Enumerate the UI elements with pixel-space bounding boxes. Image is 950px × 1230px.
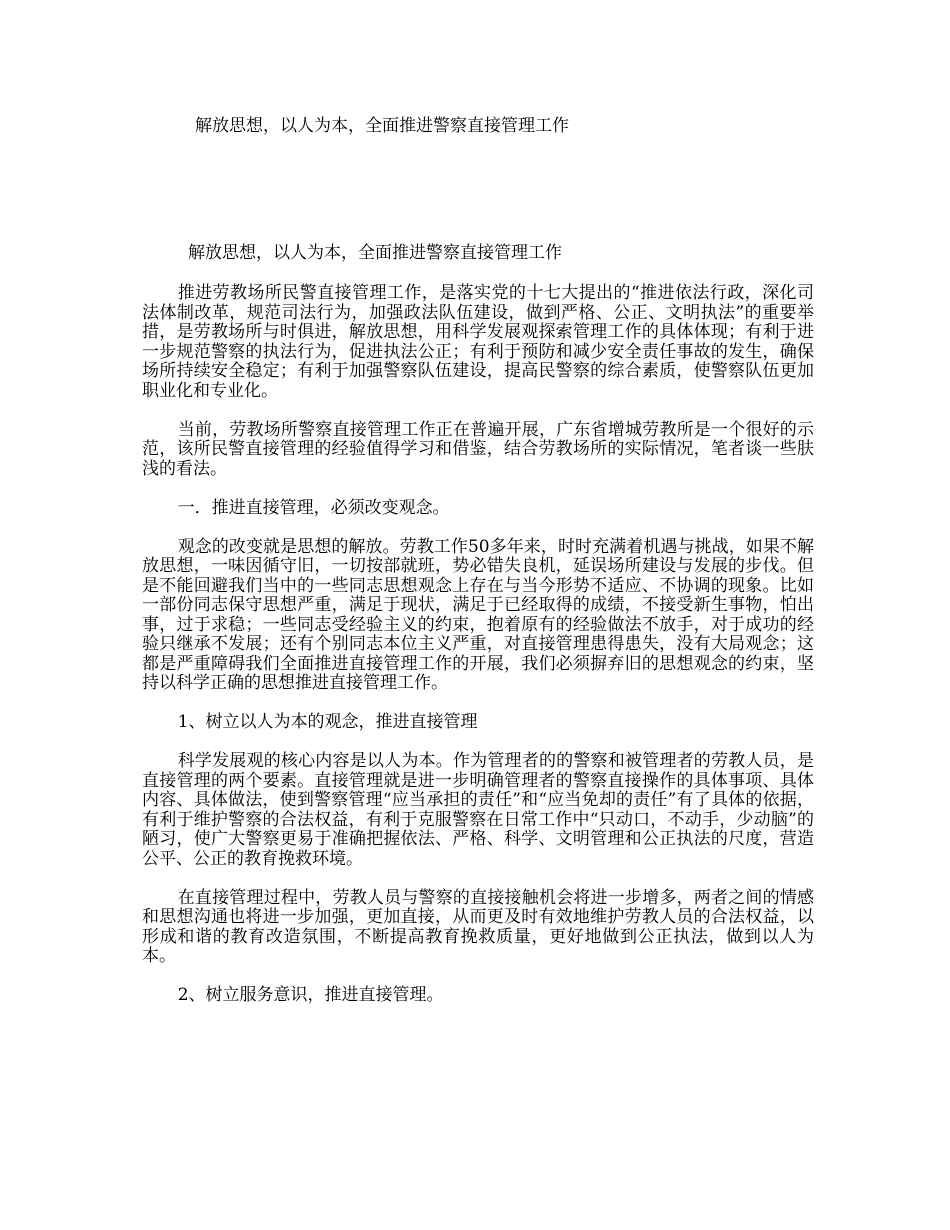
paragraph-intro: 推进劳教场所民警直接管理工作，是落实党的十七大提出的“推进依法行政，深化司法体制改革，规范司法行为，加强政法队伍建设，做到严格、公正、文明执法”的重要举措，是劳教场所与时俱进，解放思想，用科学发展观探索管理工作的具体体现；有利于进一步规范警察的执法行为，促进执法公正；有利于预防和减少安全责任事故的发生，确保场所持续安全稳定；有利于加强警察队伍建设，提高民警察的综合素质，使警察队伍更加职业化和专业化。 [142,283,814,401]
section-heading-1: 一．推进直接管理，必须改变观念。 [177,497,450,518]
subsection-heading-2: 2、树立服务意识，推进直接管理。 [177,985,444,1005]
document-subtitle: 解放思想，以人为本，全面推进警察直接管理工作 [188,243,562,263]
paragraph-concept-change: 观念的改变就是思想的解放。劳教工作50多年来，时时充满着机遇与挑战，如果不解放思想，一味因循守旧，一切按部就班，势必错失良机，延误场所建设与发展的步伐。但是不能回避我们当中的一些同志思想观念上存在与当今形势不适应、不协调的现象。比如一部份同志保守思想严重，满足于现状，满足于已经取得的成绩，不接受新生事物，怕出事，过于求稳；一些同志受经验主义的约束，抱着原有的经验做法不放手，对于成功的经验只继承不发展；还有个别同志本位主义严重，对直接管理患得患失，没有大局观念；这都是严重障碍我们全面推进直接管理工作的开展，我们必须摒弃旧的思想观念的约束，坚持以科学正确的思想推进直接管理工作。 [142,536,814,693]
paragraph-current-situation: 当前，劳教场所警察直接管理工作正在普遍开展，广东省增城劳教所是一个很好的示范，该所民警直接管理的经验值得学习和借鉴，结合劳教场所的实际情况，笔者谈一些肤浅的看法。 [142,419,814,479]
subsection-heading-1: 1、树立以人为本的观念，推进直接管理 [177,712,478,732]
paragraph-people-oriented: 科学发展观的核心内容是以人为本。作为管理者的的警察和被管理者的劳教人员，是直接管理的两个要素。直接管理就是进一步明确管理者的警察直接操作的具体事项、具体内容、具体做法，使到警察管理“应当承担的责任”和“应当免却的责任”有了具体的依据，有利于维护警察的合法权益，有利于克服警察在日常工作中“只动口，不动手，少动脑”的陋习，使广大警察更易于准确把握依法、严格、科学、文明管理和公正执法的尺度，营造公平、公正的教育挽救环境。 [142,751,814,869]
document-title: 解放思想，以人为本，全面推进警察直接管理工作 [195,116,569,136]
document-body [142,284,814,1025]
paragraph-direct-contact: 在直接管理过程中，劳教人员与警察的直接接触机会将进一步增多，两者之间的情感和思想沟通也将进一步加强，更加直接，从而更及时有效地维护劳教人员的合法权益，以形成和谐的教育改造氛围，不断提高教育挽救质量，更好地做到公正执法，做到以人为本。 [142,887,814,966]
